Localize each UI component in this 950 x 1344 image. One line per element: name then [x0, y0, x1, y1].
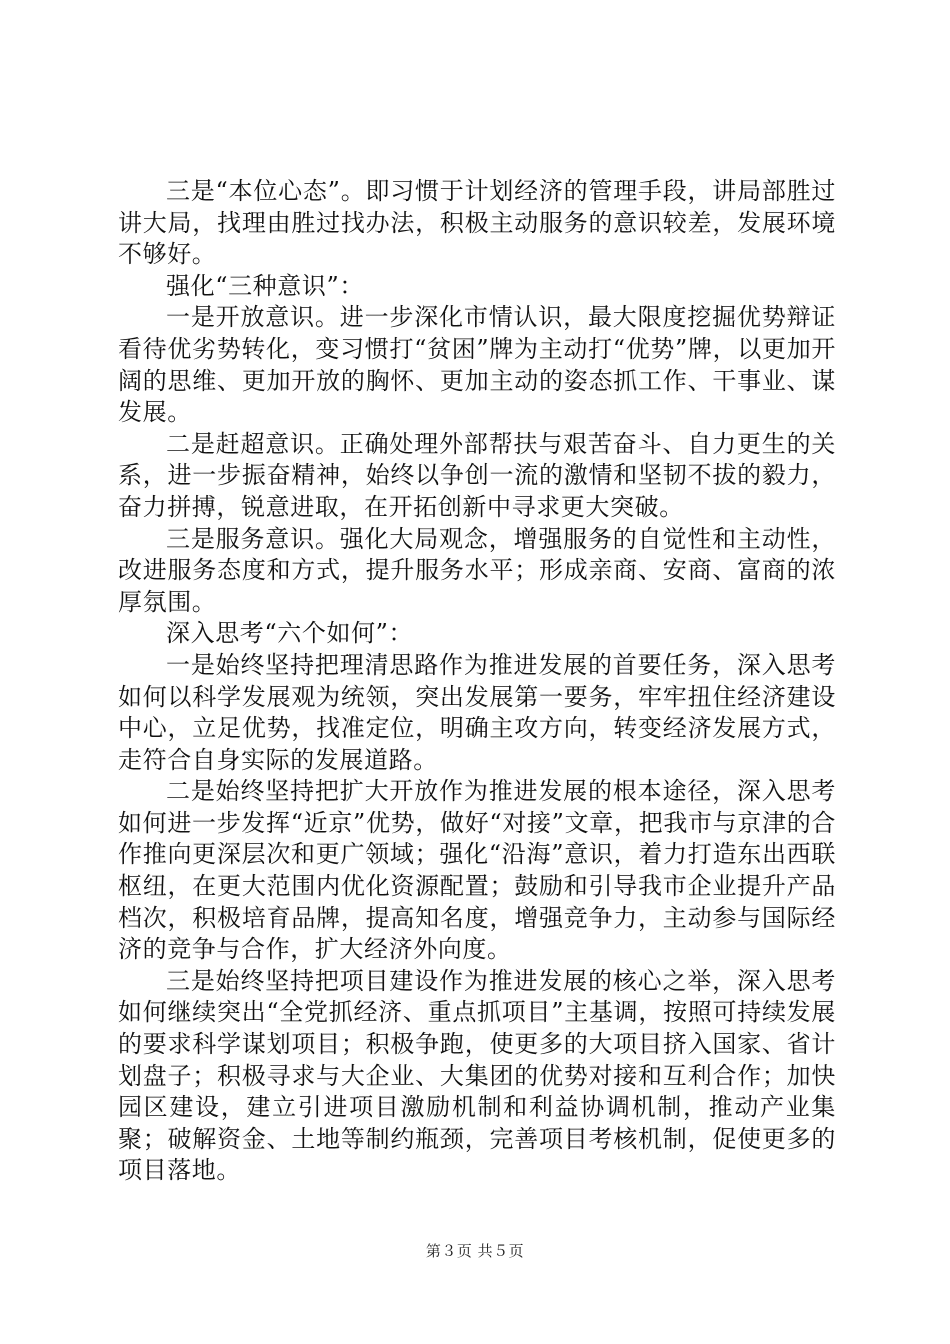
paragraph-service-awareness: 三是服务意识。强化大局观念，增强服务的自觉性和主动性，改进服务态度和方式，提升服务水平；形成亲商、安商、富商的浓厚氛围。 [118, 524, 836, 616]
heading-six-questions: 深入思考“六个如何”： [166, 619, 414, 648]
page-number-footer: 第３页 共５页 [425, 1242, 525, 1260]
paragraph-question-two: 二是始终坚持把扩大开放作为推进发展的根本途径，深入思考如何进一步发挥“近京”优势，做好“对接”文章，把我市与京津的合作推向更深层次和更广领域；强化“沿海”意识，着力打造东出西联枢纽，在更大范围内优化资源配置；鼓励和引导我市企业提升产品档次，积极培育品牌，提高知名度，增强竞争力，主动参与国际经济的竞争与合作，扩大经济外向度。 [118, 777, 836, 964]
paragraph-question-three: 三是始终坚持把项目建设作为推进发展的核心之举，深入思考如何继续突出“全党抓经济、重点抓项目”主基调，按照可持续发展的要求科学谋划项目；积极争跑，使更多的大项目挤入国家、省计划盘子；积极寻求与大企业、大集团的优势对接和互利合作；加快园区建设，建立引进项目激励机制和利益协调机制，推动产业集聚；破解资金、土地等制约瓶颈，完善项目考核机制，促使更多的项目落地。 [118, 966, 836, 1185]
paragraph-question-one: 一是始终坚持把理清思路作为推进发展的首要任务，深入思考如何以科学发展观为统领，突出发展第一要务，牢牢扭住经济建设中心，立足优势，找准定位，明确主攻方向，转变经济发展方式，走符合自身实际的发展道路。 [118, 650, 836, 774]
heading-three-awareness: 强化“三种意识”： [166, 271, 364, 300]
paragraph-mindset-three: 三是“本位心态”。即习惯于计划经济的管理手段，讲局部胜过讲大局，找理由胜过找办法，积极主动服务的意识较差，发展环境不够好。 [118, 177, 836, 269]
paragraph-catch-up-awareness: 二是赶超意识。正确处理外部帮扶与艰苦奋斗、自力更生的关系，进一步振奋精神，始终以争创一流的激情和坚韧不拔的毅力，奋力拼搏，锐意进取，在开拓创新中寻求更大突破。 [118, 429, 836, 521]
document-body [118, 176, 836, 1187]
paragraph-openness-awareness: 一是开放意识。进一步深化市情认识，最大限度挖掘优势辩证看待优劣势转化，变习惯打“贫困”牌为主动打“优势”牌，以更加开阔的思维、更加开放的胸怀、更加主动的姿态抓工作、干事业、谋发展。 [118, 303, 836, 427]
